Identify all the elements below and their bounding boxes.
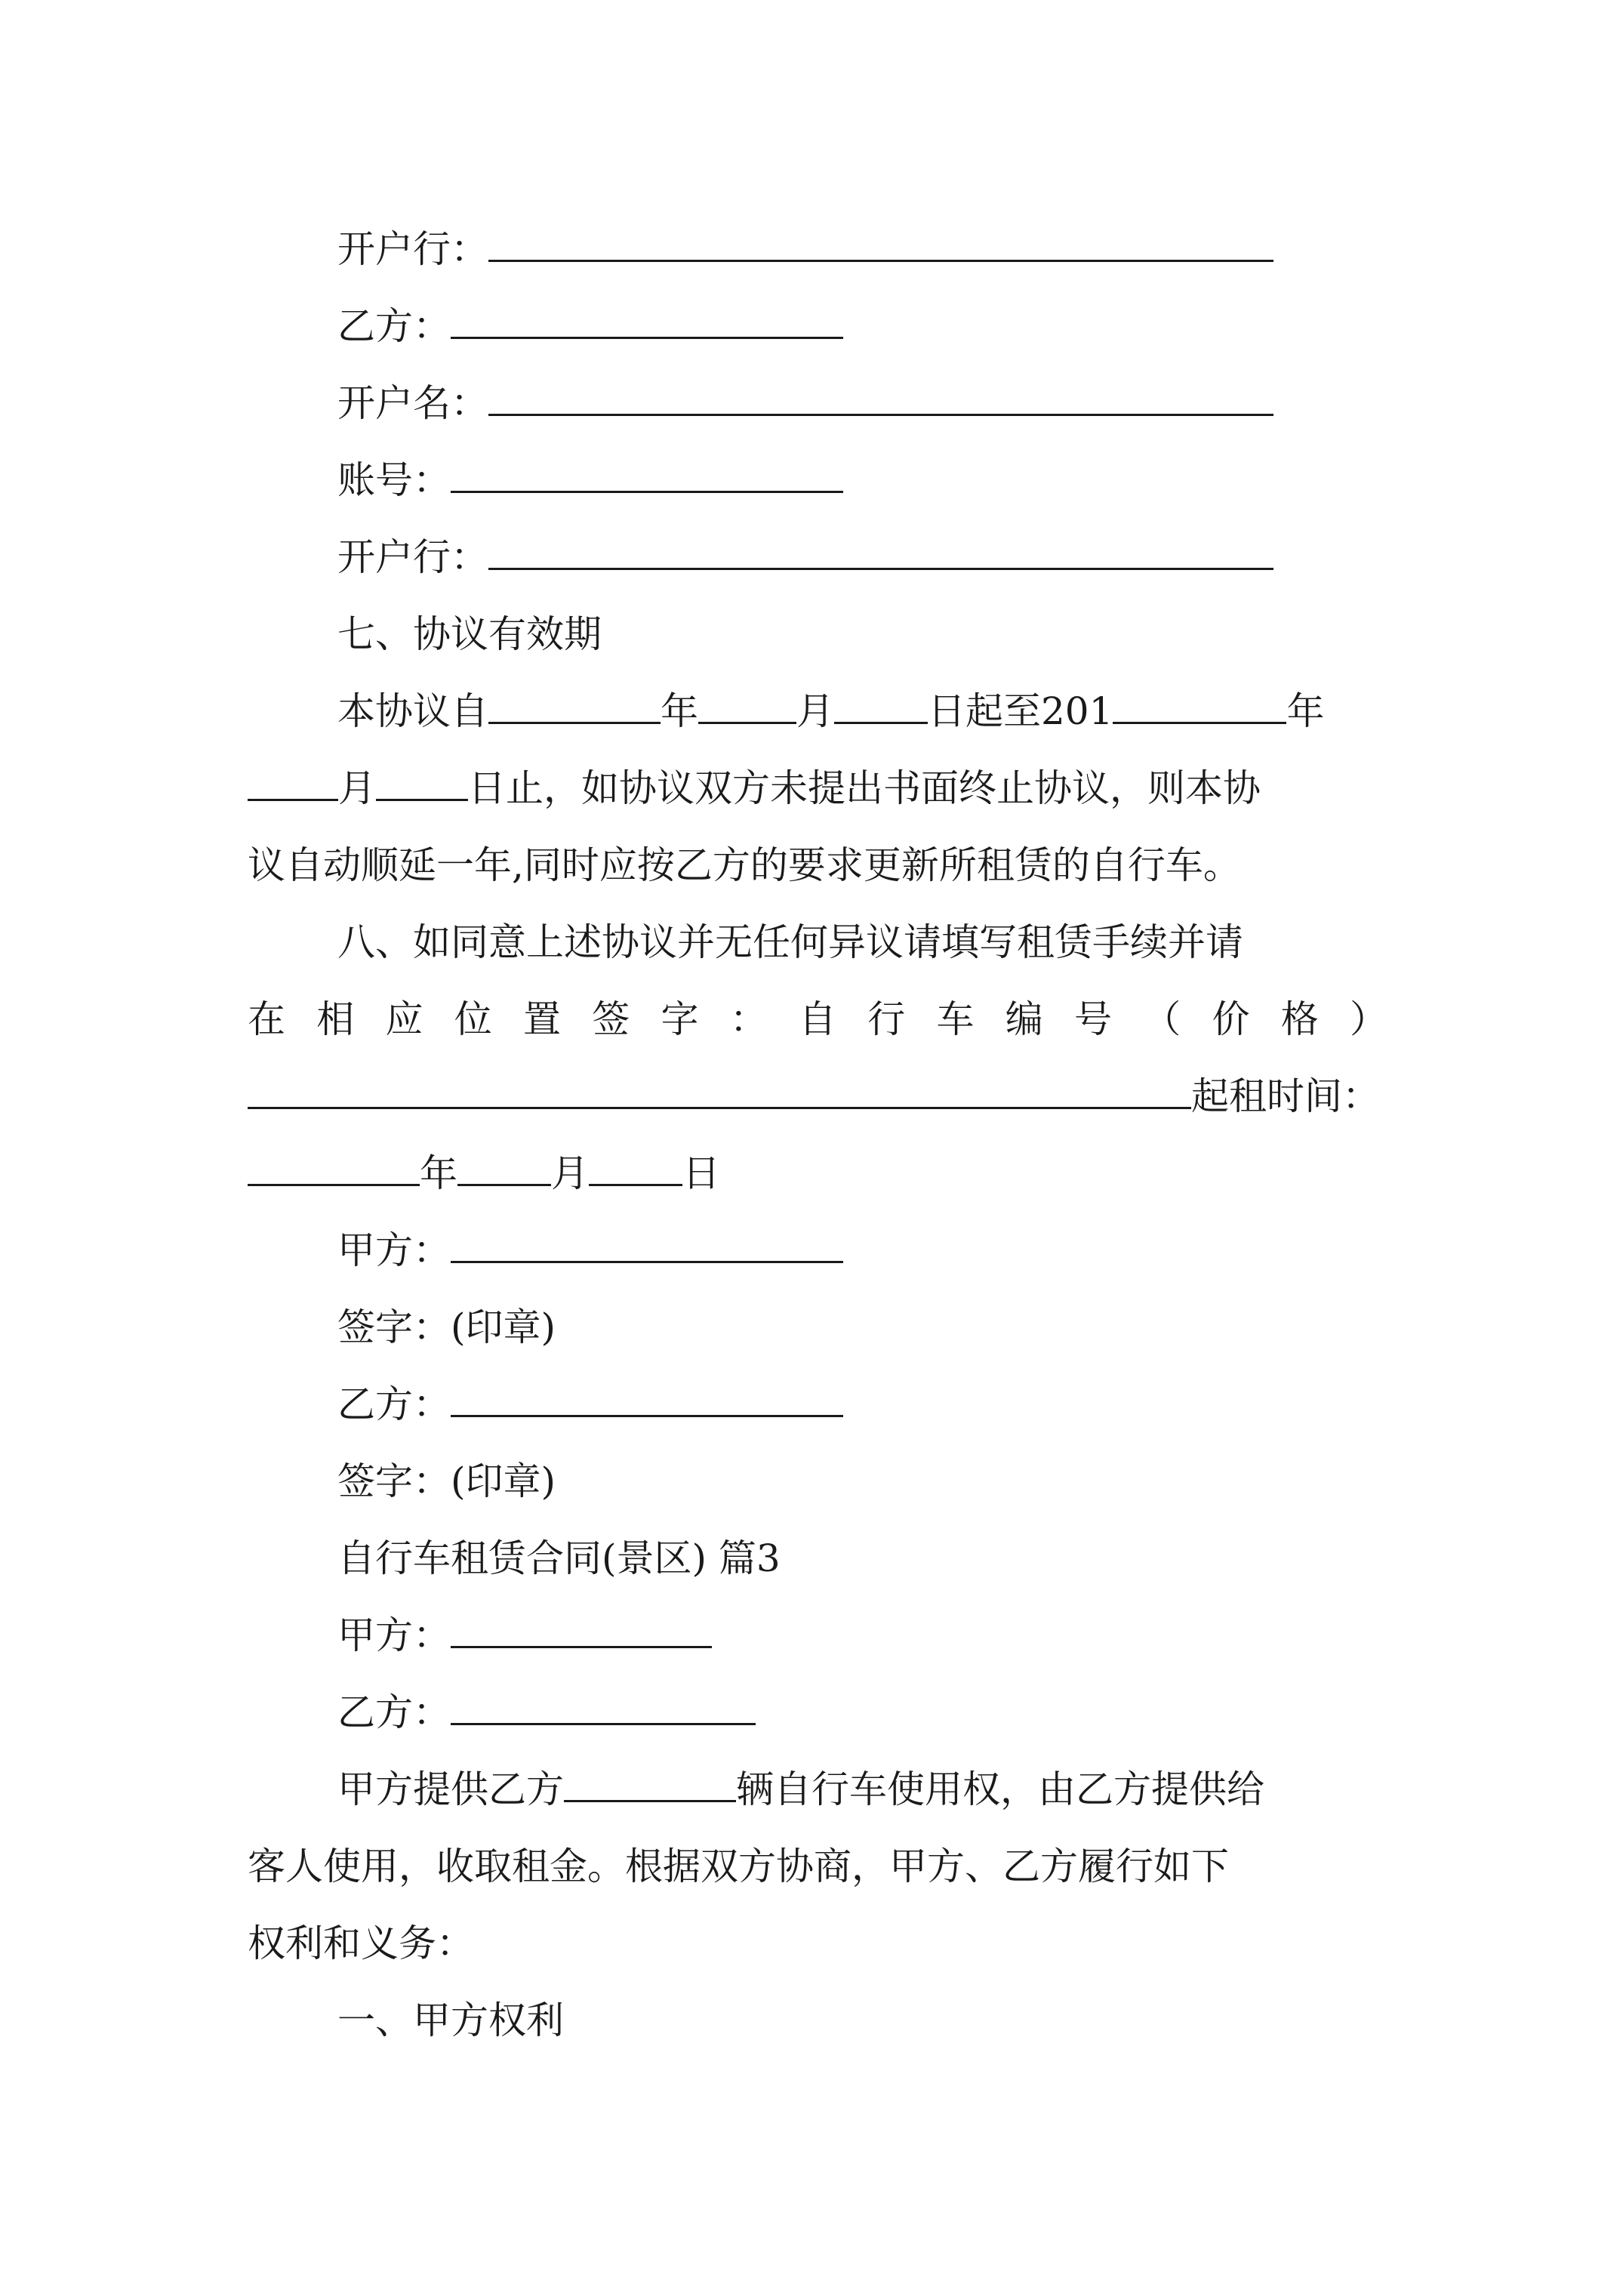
end-month-blank[interactable]	[248, 766, 338, 801]
text-segment: 月	[338, 766, 376, 810]
char: 置	[523, 997, 561, 1041]
text-segment: 权利和义务：	[248, 1922, 474, 1965]
text-segment: 月	[796, 689, 834, 733]
char: 价	[1212, 997, 1250, 1041]
text-segment: 日起至201	[928, 689, 1113, 733]
rental-start-label: 起租时间：	[1191, 1074, 1380, 1118]
party-b-label: 乙方：	[337, 1690, 451, 1734]
party-b-label: 乙方：	[337, 304, 451, 348]
char: 行	[867, 997, 906, 1041]
party-b-blank[interactable]	[451, 1690, 756, 1725]
terms-line-2	[248, 1840, 1229, 1893]
text-segment: 客人使用，收取租金。根据双方协商，甲方、乙方履行如下	[248, 1845, 1229, 1888]
section-7-text: 七、协议有效期	[337, 612, 602, 656]
account-name-field	[337, 377, 1273, 430]
validity-line-3	[248, 839, 1241, 892]
account-name-blank[interactable]	[488, 381, 1273, 416]
section-8-line-4	[248, 1147, 720, 1200]
char: 车	[936, 997, 975, 1041]
terms-line-1	[337, 1763, 1264, 1816]
start-year-blank[interactable]	[488, 689, 661, 724]
signature-line-2	[337, 1455, 556, 1508]
text-segment: 辆自行车使用权，由乙方提供给	[736, 1767, 1264, 1811]
contract-heading-3	[337, 1532, 781, 1585]
section-1-text: 一、甲方权利	[337, 1999, 564, 2042]
text-segment: 月	[551, 1151, 589, 1195]
section-7-heading	[337, 608, 602, 661]
bank-label: 开户行：	[337, 535, 488, 579]
text-segment: 年	[661, 689, 698, 733]
char: 应	[385, 997, 423, 1041]
end-day-blank[interactable]	[376, 766, 468, 801]
bike-number-price-blank[interactable]	[248, 1074, 1191, 1109]
start-month-blank[interactable]	[698, 689, 796, 724]
rental-day-blank[interactable]	[589, 1151, 682, 1186]
text-segment: 甲方提供乙方	[337, 1767, 564, 1811]
end-year-blank[interactable]	[1113, 689, 1286, 724]
bank-blank[interactable]	[488, 227, 1273, 262]
bank-label: 开户行：	[337, 227, 488, 271]
char: 字	[661, 997, 699, 1041]
char: 自	[799, 997, 836, 1041]
text-segment: 议自动顺延一年,同时应按乙方的要求更新所租赁的自行车。	[248, 843, 1241, 887]
section-1-heading	[337, 1994, 564, 2047]
party-a-blank[interactable]	[451, 1613, 712, 1648]
char: 位	[454, 997, 492, 1041]
rental-year-blank[interactable]	[248, 1151, 420, 1186]
party-b-field-1	[337, 300, 843, 353]
signature-line-1	[337, 1301, 556, 1354]
bank-blank[interactable]	[488, 535, 1273, 570]
text-segment: 年	[1286, 689, 1325, 733]
char: 号	[1074, 997, 1112, 1041]
section-8-line-1	[337, 916, 1243, 969]
party-a-field-2	[337, 1609, 712, 1662]
terms-line-3	[248, 1917, 474, 1970]
heading-text: 自行车租赁合同(景区) 篇3	[337, 1536, 781, 1580]
char: 在	[248, 997, 285, 1041]
account-number-label: 账号：	[337, 458, 451, 502]
party-a-label: 甲方：	[337, 1613, 451, 1657]
party-a-blank[interactable]	[451, 1228, 843, 1263]
party-b-field-3	[337, 1686, 756, 1739]
bank-field-2	[337, 531, 1273, 584]
party-b-blank[interactable]	[451, 1382, 843, 1417]
text-segment: 本协议自	[337, 689, 488, 733]
char: ）	[1350, 997, 1387, 1041]
validity-line-1	[337, 685, 1324, 738]
party-b-label: 乙方：	[337, 1382, 451, 1426]
party-a-field-1	[337, 1224, 843, 1277]
signature-label: 签字：(印章)	[337, 1459, 556, 1503]
party-a-label: 甲方：	[337, 1228, 451, 1272]
account-number-blank[interactable]	[451, 458, 843, 493]
party-b-blank[interactable]	[451, 304, 843, 339]
bank-field-1	[337, 223, 1273, 276]
char: 格	[1280, 997, 1319, 1041]
signature-label: 签字：(印章)	[337, 1305, 556, 1349]
char: ：	[729, 997, 768, 1041]
text-segment: 日	[682, 1151, 720, 1195]
char: 相	[316, 997, 355, 1041]
account-number-field	[337, 454, 843, 507]
rental-month-blank[interactable]	[457, 1151, 551, 1186]
char: （	[1143, 997, 1181, 1041]
party-b-field-2	[337, 1378, 843, 1431]
text-segment: 日止，如协议双方未提出书面终止协议，则本协	[468, 766, 1261, 810]
text-segment: 年	[420, 1151, 457, 1195]
text-segment: 八、如同意上述协议并无任何异议请填写租赁手续并请	[337, 920, 1243, 964]
bike-count-blank[interactable]	[564, 1767, 736, 1802]
section-8-line-3	[248, 1070, 1380, 1123]
account-name-label: 开户名：	[337, 381, 488, 425]
validity-line-2	[248, 762, 1261, 815]
char: 编	[1005, 997, 1043, 1041]
char: 签	[592, 997, 630, 1041]
section-8-line-2	[248, 993, 1387, 1046]
start-day-blank[interactable]	[834, 689, 928, 724]
